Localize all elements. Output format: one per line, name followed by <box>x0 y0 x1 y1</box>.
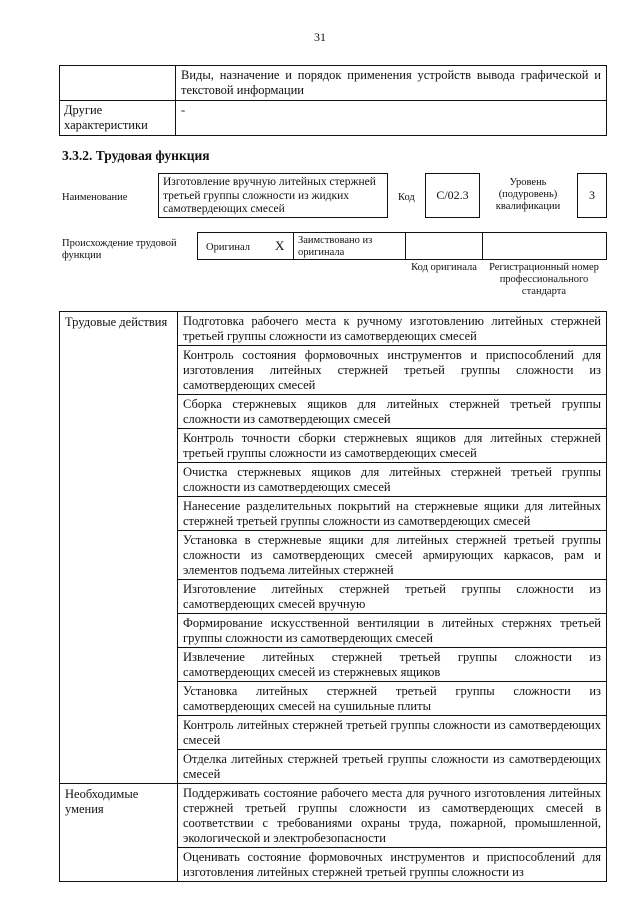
row-label: Другие характеристики <box>60 101 176 136</box>
labor-function-table <box>59 311 607 882</box>
section-title: 3.3.2. Трудовая функция <box>62 148 210 163</box>
actions-item: Сборка стержневых ящиков для литейных стержней третьей группы сложности из самотвердеющих смесей <box>178 395 607 429</box>
actions-item: Формирование искусственной вентиляции в литейных стержнях третьей группы сложности из самотвердеющих смесей <box>178 614 607 648</box>
table-row <box>60 66 607 101</box>
continuation-table <box>59 65 607 136</box>
actions-item: Контроль литейных стержней третьей группы сложности из самотвердеющих смесей <box>178 716 607 750</box>
table-row <box>60 101 607 136</box>
actions-item: Подготовка рабочего места к ручному изготовлению литейных стержней третьей группы сложности из самотвердеющих смесей <box>178 312 607 346</box>
table-row <box>60 312 607 346</box>
actions-item: Изготовление литейных стержней третьей группы сложности из самотвердеющих смесей вручную <box>178 580 607 614</box>
actions-item: Установка литейных стержней третьей группы сложности из самотвердеющих смесей на сушильные плиты <box>178 682 607 716</box>
level-label: Уровень (подуровень) квалификации <box>495 177 561 212</box>
actions-label: Трудовые действия <box>60 312 178 784</box>
divider <box>405 233 406 259</box>
function-name-box: Изготовление вручную литейных стержней третьей группы сложности из жидких самотвердеющих смесей <box>158 173 388 218</box>
borrowed-label: Заимствовано из оригинала <box>298 235 373 258</box>
table-row <box>60 784 607 848</box>
original-label: Оригинал <box>206 242 250 253</box>
skills-item: Оценивать состояние формовочных инструментов и приспособлений для изготовления литейных стержней третьей группы сложности из <box>178 848 607 882</box>
actions-item: Контроль точности сборки стержневых ящиков для литейных стержней третьей группы сложности из самотвердеющих смесей <box>178 429 607 463</box>
page-number: 31 <box>314 30 326 44</box>
code-original-caption: Код оригинала <box>411 262 477 273</box>
level-box: 3 <box>577 173 607 218</box>
actions-item: Контроль состояния формовочных инструментов и приспособлений для изготовления литейных стержней третьей группы сложности из самотвердеющих смесей <box>178 346 607 395</box>
code-box: С/02.3 <box>425 173 480 218</box>
divider <box>293 233 294 259</box>
origin-box <box>197 232 607 260</box>
registration-caption: Регистрационный номер профессионального стандарта <box>489 262 599 297</box>
actions-item: Отделка литейных стержней третьей группы сложности из самотвердеющих смесей <box>178 750 607 784</box>
actions-item: Очистка стержневых ящиков для литейных стержней третьей группы сложности из самотвердеющих смесей <box>178 463 607 497</box>
code-label: Код <box>398 192 415 203</box>
row-label <box>60 66 176 101</box>
origin-label: Происхождение трудовой функции <box>62 238 177 261</box>
row-text: Виды, назначение и порядок применения устройств вывода графической и текстовой информации <box>176 66 607 101</box>
skills-item: Поддерживать состояние рабочего места для ручного изготовления литейных стержней третьей группы сложности из самотвердеющих смесей в соответствии с требованиями охраны труда, пожарной, промышленной, экологической и электробезопасности <box>178 784 607 848</box>
divider <box>482 233 483 259</box>
actions-item: Установка в стержневые ящики для литейных стержней третьей группы сложности из самотвердеющих смесей армирующих каркасов, рам и элементов подъема литейных стержней <box>178 531 607 580</box>
original-mark: X <box>275 238 285 253</box>
name-label: Наименование <box>62 192 128 203</box>
row-text: - <box>176 101 607 136</box>
actions-item: Извлечение литейных стержней третьей группы сложности из самотвердеющих смесей из стержневых ящиков <box>178 648 607 682</box>
actions-item: Нанесение разделительных покрытий на стержневые ящики для литейных стержней третьей группы сложности из самотвердеющих смесей <box>178 497 607 531</box>
skills-label: Необходимые умения <box>60 784 178 882</box>
